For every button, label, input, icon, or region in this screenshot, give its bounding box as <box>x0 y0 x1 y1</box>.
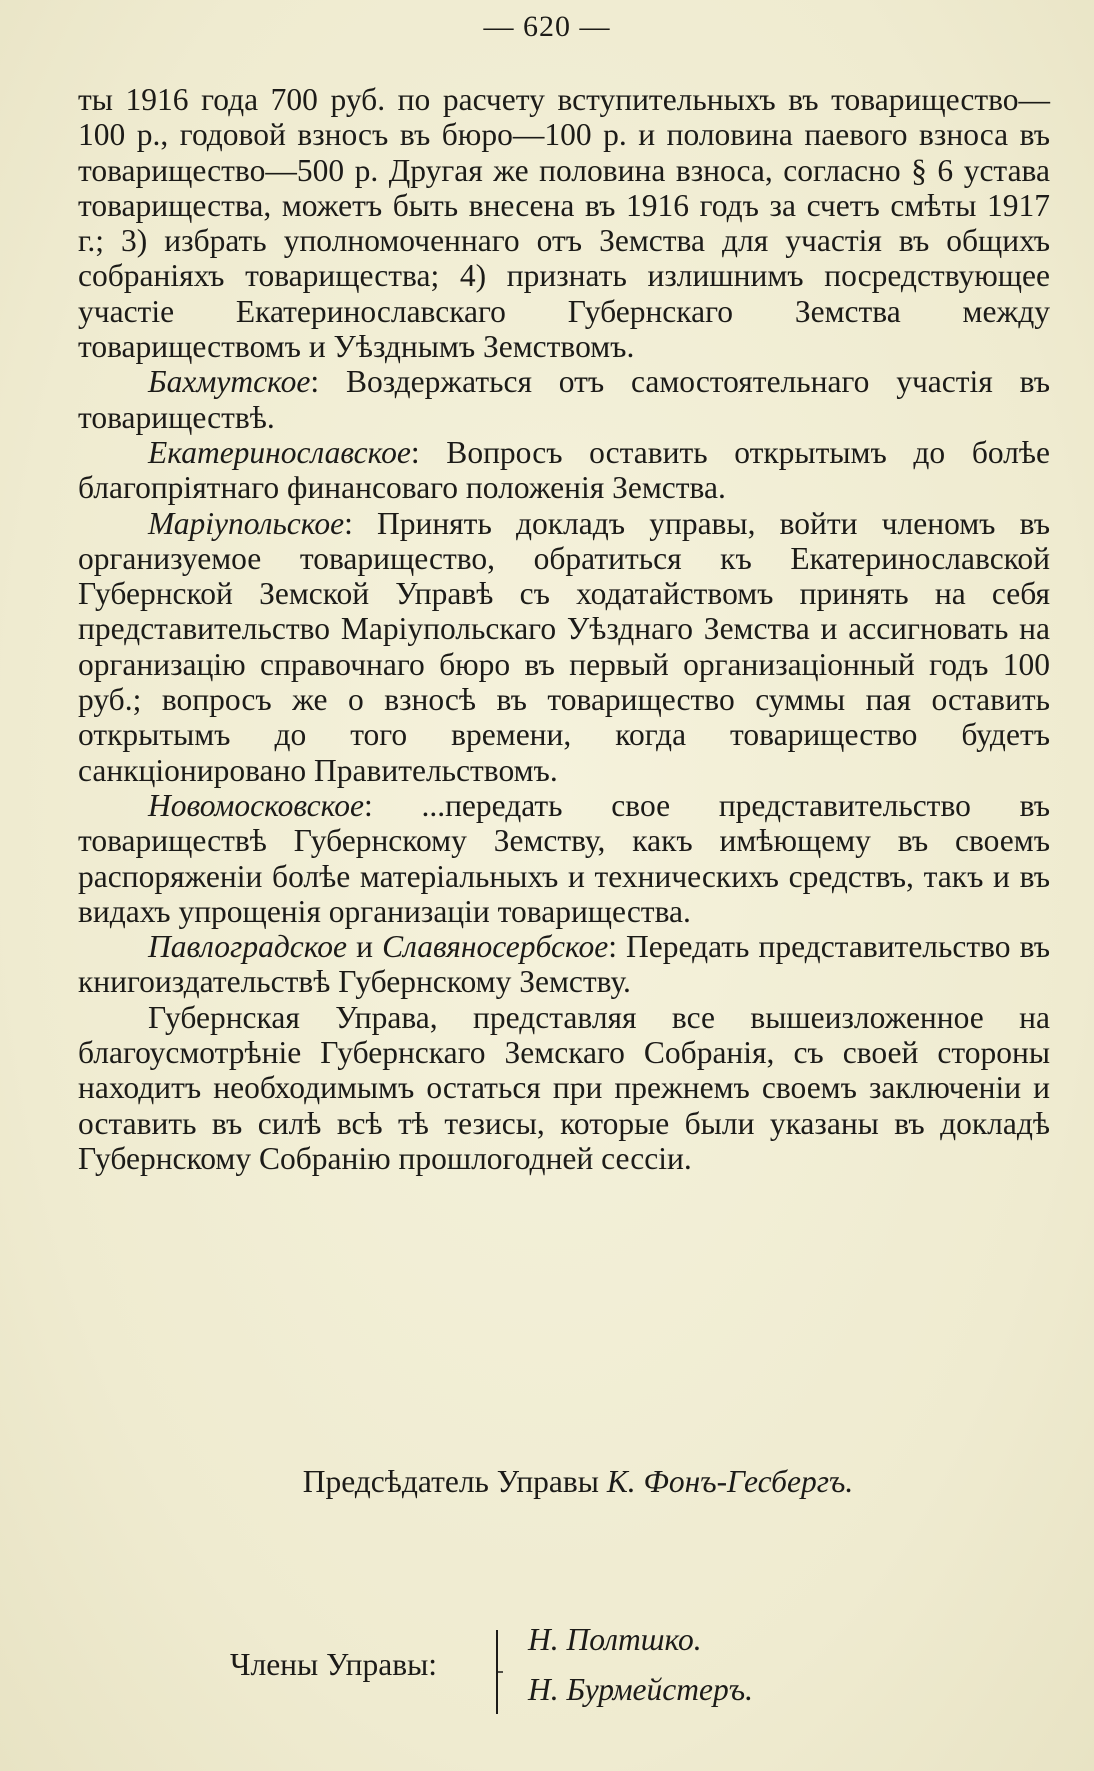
body-text <box>78 82 1050 1176</box>
paragraph-novomoskovsk <box>78 788 1050 929</box>
paragraph-text: ты 1916 года 700 руб. по расчету вступительныхъ въ товарищество—100 р., годовой взносъ въ бюро—100 р. и половина паевого взноса въ товарищество—500 р. Другая же половина взноса, согласно § 6 устава товарищества, можетъ быть внесена въ 1916 годъ за счетъ смѣты 1917 г.; 3) избрать уполномоченнаго отъ Земства для участія въ общихъ собраніяхъ товарищества; 4) признать излишнимъ посредствующее участіе Екатеринославскаго Губернскаго Земства между товариществомъ и Уѣзднымъ Земствомъ. <box>78 82 1050 365</box>
member-name: Н. Бурмейстеръ. <box>528 1672 753 1707</box>
paragraph-text: и <box>347 929 383 965</box>
chairman-name: К. Фонъ-Гесбергъ. <box>606 1464 854 1499</box>
paragraph <box>78 82 1050 364</box>
paragraph-mariupol <box>78 506 1050 788</box>
chairman-signature <box>0 1464 1094 1500</box>
paragraph-bakhmut <box>78 364 1050 435</box>
paragraph-text: Губернская Управа, представляя все вышеизложенное на благоусмотрѣніе Губернскаго Земскаго Собранія, съ своей стороны находитъ необходимымъ остаться при прежнемъ своемъ заключеніи и оставить въ силѣ всѣ тѣ тезисы, которые были указаны въ докладѣ Губернскому Собранію прошлогодней сессіи. <box>78 999 1050 1176</box>
zemstvo-name: Бахмутское <box>148 364 311 400</box>
members-label: Члены Управы: <box>230 1647 437 1682</box>
paragraph-text: : Передать представительство въ книгоиздательствѣ Губернскому Земству. <box>78 929 1051 1000</box>
paragraph-conclusion <box>78 1000 1050 1176</box>
zemstvo-name: Екатеринославское <box>148 434 411 470</box>
zemstvo-name: Славяносербское <box>382 929 609 965</box>
paragraph-text: : ...передать свое представительство въ товариществѣ Губернскому Земству, какъ имѣющему въ своемъ распоряженіи болѣе матеріальныхъ и техническихъ средствъ, такъ и въ видахъ упрощенія организаціи товарищества. <box>78 787 1050 929</box>
zemstvo-name: Новомосковское <box>148 787 364 823</box>
brace-icon <box>494 1630 508 1714</box>
paragraph-text: : Вопросъ оставить открытымъ до болѣе благопріятнаго финансоваго положенія Земства. <box>78 434 1050 506</box>
chairman-label: Предсѣдатель Управы <box>302 1464 599 1499</box>
zemstvo-name: Маріупольское <box>148 505 345 541</box>
paragraph-text: : Принять докладъ управы, войти членомъ въ организуемое товарищество, обратиться къ Екатеринославской Губернской Земской Управѣ съ ходатайствомъ принять на себя представительство Маріупольскаго Уѣзднаго Земства и ассигновать на организацію справочнаго бюро въ первый организаціонный годъ 100 руб.; вопросъ же о взносѣ въ товарищество суммы пая оставить открытымъ до того времени, когда товарищество будетъ санкціонировано Правительствомъ. <box>78 505 1050 788</box>
page-number: — 620 — <box>483 10 611 43</box>
board-members <box>230 1622 930 1722</box>
paragraph-ekaterinoslav <box>78 435 1050 506</box>
member-name: Н. Полтшко. <box>528 1622 702 1657</box>
paragraph-pavlograd <box>78 929 1050 1000</box>
zemstvo-name: Павлоградское <box>148 929 348 965</box>
paragraph-text: : Воздержаться отъ самостоятельнаго участія въ товариществѣ. <box>78 364 1050 435</box>
